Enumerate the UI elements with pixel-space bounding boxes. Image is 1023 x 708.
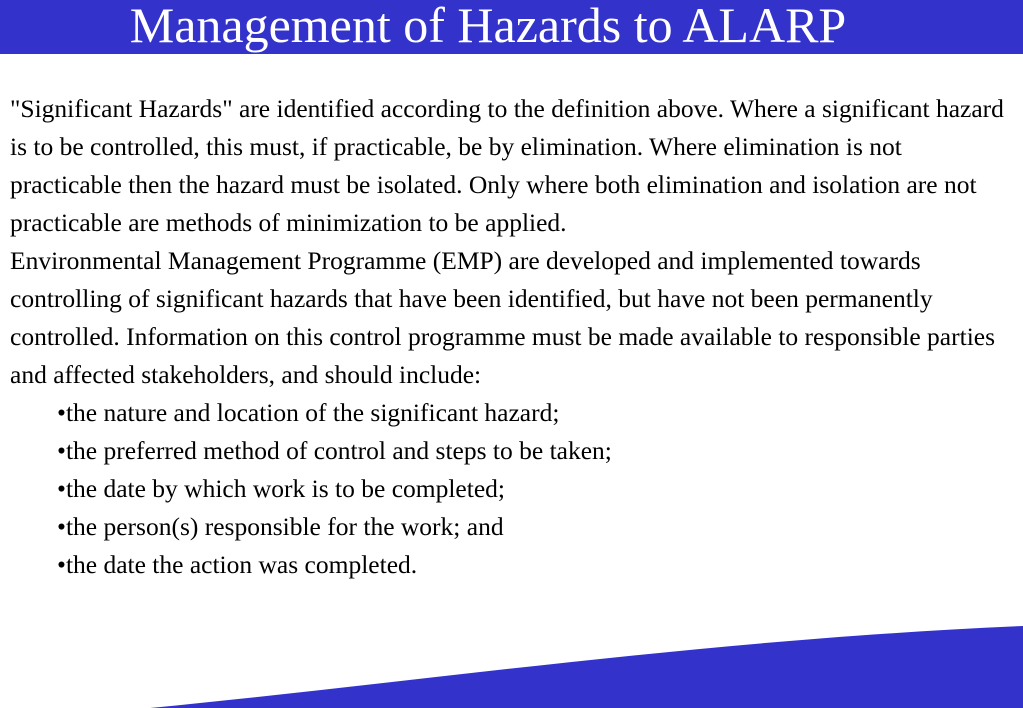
- bullet-mark: •: [57, 398, 66, 427]
- bullet-mark: •: [57, 436, 66, 465]
- paragraph-emp: Environmental Management Programme (EMP) are developed and implemented towards controlling of significant hazards that have been identified, but have not been permanently controlled. Information on this control programme must be made available to responsible parties and affected stakeholders, and should include:: [10, 246, 996, 389]
- bullet-text: the person(s) responsible for the work; and: [65, 512, 504, 541]
- bullet-text: the nature and location of the significant hazard;: [65, 398, 560, 427]
- bullet-text: the preferred method of control and steps to be taken;: [65, 436, 612, 465]
- slide-title: Management of Hazards to ALARP: [129, 0, 847, 53]
- bullet-mark: •: [57, 550, 66, 579]
- bullet-mark: •: [57, 474, 66, 503]
- wave-shape: [150, 626, 1023, 708]
- bullet-mark: •: [57, 512, 66, 541]
- paragraph-significant-hazards: "Significant Hazards" are identified according to the definition above. Where a significant hazard is to be controlled, this must, if practicable, be by elimination. Where elimination is not practicable then the hazard must be isolated. Only where both elimination and isolation are not practicable are methods of minimization to be applied.: [10, 94, 1004, 237]
- bullet-text: the date by which work is to be completed;: [65, 474, 505, 503]
- bullet-text: the date the action was completed.: [65, 550, 418, 579]
